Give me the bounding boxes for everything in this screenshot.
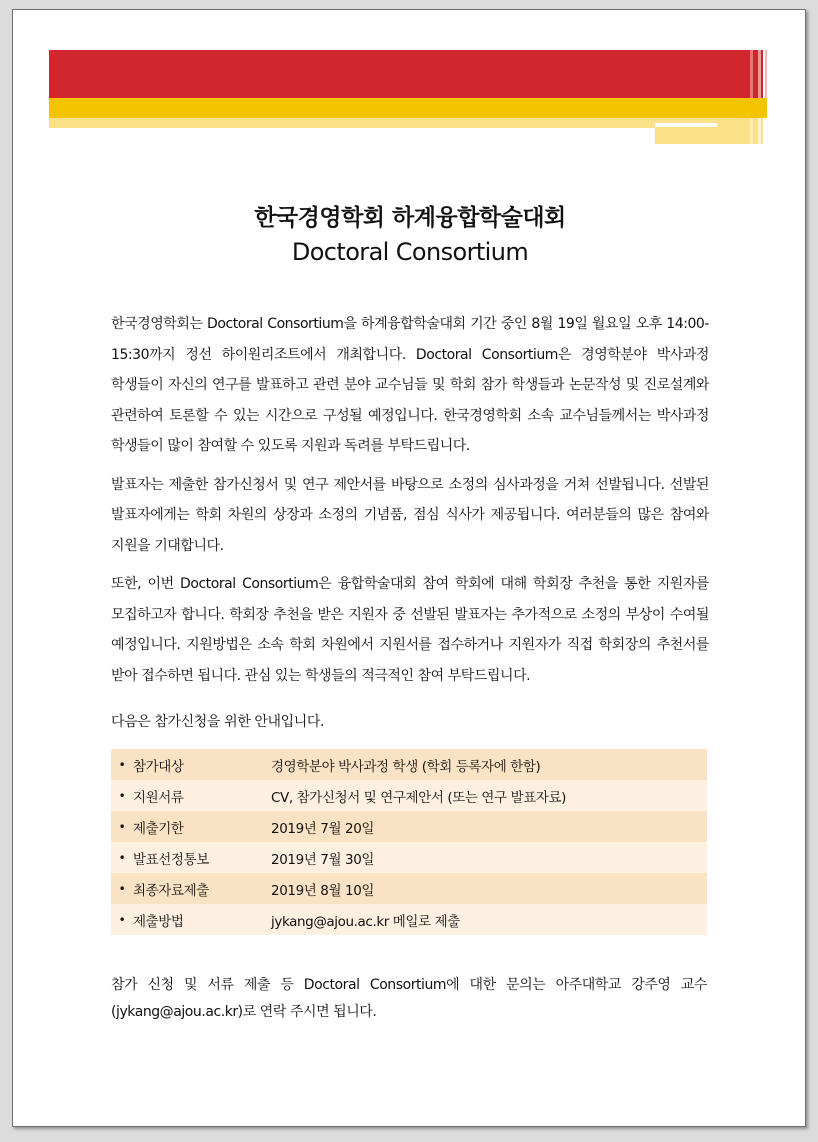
bullet-icon: • <box>111 873 133 904</box>
document-title: 한국경영학회 하계융합학술대회 <box>254 205 566 231</box>
bullet-icon: • <box>111 904 133 935</box>
document-page <box>12 9 806 1127</box>
row-value: jykang@ajou.ac.kr 메일로 제출 <box>253 904 707 935</box>
banner-light-stripe <box>758 118 761 144</box>
document-subtitle: Doctoral Consortium <box>291 238 529 266</box>
row-label: 제출기한 <box>133 811 253 842</box>
table-row <box>111 904 707 935</box>
banner-red-stripe <box>758 50 761 98</box>
bullet-icon: • <box>111 842 133 873</box>
table-row <box>111 842 707 873</box>
contact-note-line: 참가 신청 및 서류 제출 등 Doctoral Consortium에 대한 문의는 아주대학교 강주영 교수 <box>111 977 707 993</box>
paragraph: 한국경영학회는 Doctoral Consortium을 하계융합학술대회 기간 중인 8월 19일 월요일 오후 14:00-15:30까지 정선 하이원리조트에서 개최합니다. Doctoral Consortium은 경영학분야 박사과정 학생들이 자신의 연구를 발표하고 관련 분야 교수님들 및 학회 참가 학생들과 논문작성 및 진로설계와 관련하여 토론할 수 있는 시간으로 구성될 예정입니다. 한국경영학회 소속 교수님들께서는 박사과정 학생들이 많이 참여할 수 있도록 지원과 독려를 부탁드립니다. <box>111 316 709 454</box>
body-text <box>111 309 709 699</box>
banner-red-stripe <box>765 50 767 98</box>
banner-white-line <box>655 123 717 127</box>
bullet-icon: • <box>111 780 133 811</box>
banner-yellow-band <box>49 98 767 118</box>
row-value: 2019년 8월 10일 <box>253 873 707 904</box>
table-row <box>111 811 707 842</box>
bullet-icon: • <box>111 749 133 780</box>
application-guide-intro: 다음은 참가신청을 위한 안내입니다. <box>111 714 325 730</box>
banner-red-band <box>49 50 763 98</box>
table-row <box>111 749 707 780</box>
row-label: 제출방법 <box>133 904 253 935</box>
row-value: 경영학분야 박사과정 학생 (학회 등록자에 한함) <box>253 749 707 780</box>
table-row <box>111 780 707 811</box>
row-label: 발표선정통보 <box>133 842 253 873</box>
banner-light-stripe <box>750 118 753 144</box>
row-value: 2019년 7월 30일 <box>253 842 707 873</box>
table-row <box>111 873 707 904</box>
bullet-icon: • <box>111 811 133 842</box>
row-value: 2019년 7월 20일 <box>253 811 707 842</box>
banner-light-band <box>655 118 763 144</box>
row-value: CV, 참가신청서 및 연구제안서 (또는 연구 발표자료) <box>253 780 707 811</box>
header-banner <box>13 10 807 150</box>
row-label: 지원서류 <box>133 780 253 811</box>
application-info-table <box>111 749 707 935</box>
row-label: 최종자료제출 <box>133 873 253 904</box>
paragraph: 또한, 이번 Doctoral Consortium은 융합학술대회 참여 학회에 대해 학회장 추천을 통한 지원자를 모집하고자 합니다. 학회장 추천을 받은 지원자 중 선발된 발표자는 추가적으로 소정의 부상이 수여될 예정입니다. 지원방법은 소속 학회 차원에서 지원서를 접수하거나 지원자가 직접 학회장의 추천서를 받아 접수하면 됩니다. 관심 있는 학생들의 적극적인 참여 부탁드립니다. <box>111 576 709 684</box>
row-label: 참가대상 <box>133 749 253 780</box>
contact-note-line: (jykang@ajou.ac.kr)로 연락 주시면 됩니다. <box>111 1004 377 1020</box>
paragraph: 발표자는 제출한 참가신청서 및 연구 제안서를 바탕으로 소정의 심사과정을 거쳐 선발됩니다. 선발된 발표자에게는 학회 차원의 상장과 소정의 기념품, 점심 식사가 제공됩니다. 여러분들의 많은 참여와 지원을 기대합니다. <box>111 476 709 554</box>
contact-note <box>111 972 707 1026</box>
banner-light-band <box>49 118 655 128</box>
banner-red-stripe <box>750 50 753 98</box>
